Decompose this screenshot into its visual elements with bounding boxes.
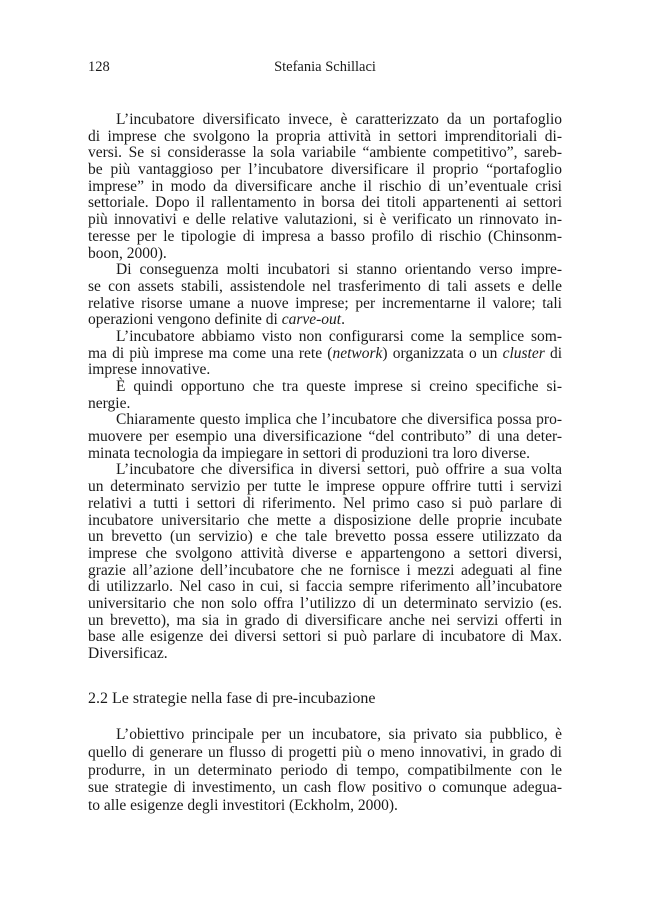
text-run: L’incubatore abbiamo visto non configurarsi come la semplice som- <box>116 327 562 345</box>
body-text-main <box>88 112 562 663</box>
body-text-section <box>88 726 562 815</box>
text-line <box>88 726 562 744</box>
text-run: Diversificaz. <box>88 645 168 662</box>
italic-term: cluster <box>502 344 545 362</box>
text-run: un brevetto (un servizio) e che tale brevetto possa essere utilizzato da <box>88 528 562 546</box>
text-run: operazioni vengono definite di <box>88 311 282 329</box>
text-run: settoriale. Dopo il rallentamento in borsa dei titoli appartenenti ai settori <box>88 194 562 212</box>
text-run: di imprese che svolgono la propria attività in settori imprenditoriali di- <box>88 127 562 145</box>
text-run: L’obiettivo principale per un incubatore, sia privato sia pubblico, è <box>116 726 562 743</box>
text-line <box>88 496 562 513</box>
text-run: È quindi opportuno che tra queste imprese si creino specifiche si- <box>116 378 562 395</box>
text-line <box>88 596 562 613</box>
text-line <box>88 429 562 446</box>
text-line <box>88 246 562 263</box>
text-run: grazie all’azione dell’incubatore che ne fornisce i mezzi adeguati al fine <box>88 561 562 579</box>
text-line <box>88 229 562 246</box>
page-number: 128 <box>88 59 110 75</box>
text-run: incubatore universitario che mette a disposizione delle proprie incubate <box>88 511 562 529</box>
text-line <box>88 546 562 563</box>
italic-term: carve-out <box>281 311 342 329</box>
text-run: versi. Se si considerasse la sola variabile “ambiente competitivo”, sareb- <box>88 144 562 162</box>
text-run: un determinato servizio per tutte le imprese oppure offrire tutti i servizi <box>88 478 562 496</box>
text-line <box>88 195 562 212</box>
text-run: L’incubatore che diversifica in diversi settori, può offrire a sua volta <box>116 461 562 479</box>
text-run: quello di generare un flusso di progetti più o meno innovativi, in grado di <box>88 743 562 761</box>
text-run: imprese” in modo da diversificare anche il rischio di un’eventuale crisi <box>88 177 562 195</box>
text-line <box>88 479 562 496</box>
text-run: imprese che svolgono attività diverse e appartengono a settori diversi, <box>88 544 562 562</box>
text-line <box>88 446 562 463</box>
text-run: teresse per le tipologie di impresa a basso profilo di rischio (Chinsonm- <box>88 227 562 245</box>
text-line <box>88 212 562 229</box>
text-line <box>88 563 562 580</box>
running-head: Stefania Schillaci <box>274 59 376 75</box>
text-line <box>88 112 562 129</box>
text-run: un brevetto), ma sia in grado di diversificare anche nei servizi offerti in <box>88 611 562 629</box>
text-run: più innovativi e delle relative valutazioni, si è verificato un rinnovato in- <box>88 211 562 229</box>
text-run: ) organizzata o un <box>382 344 503 362</box>
text-line <box>88 145 562 162</box>
text-run: L’incubatore diversificato invece, è caratterizzato da un portafoglio <box>116 111 562 128</box>
text-line <box>88 346 562 363</box>
italic-term: network <box>332 344 383 362</box>
text-line <box>88 462 562 479</box>
text-run: . <box>341 311 345 329</box>
text-run: universitario che non solo offra l’utilizzo di un determinato servizio (es. <box>88 594 562 612</box>
text-line <box>88 396 562 413</box>
text-run: di utilizzarlo. Nel caso in cui, si faccia sempre riferimento all’incubatore <box>88 578 562 596</box>
text-line <box>88 129 562 146</box>
text-run: produrre, in un determinato periodo di tempo, compatibilmente con le <box>88 761 562 779</box>
text-line <box>88 412 562 429</box>
text-run: Di conseguenza molti incubatori si stanno orientando verso impre- <box>116 261 562 279</box>
text-run: be più vantaggioso per l’incubatore diversificare il proprio “portafoglio <box>88 161 562 179</box>
text-run: ma di più imprese ma come una rete ( <box>88 344 333 362</box>
text-line <box>88 513 562 530</box>
text-line <box>88 379 562 396</box>
text-line <box>88 797 562 815</box>
text-line <box>88 279 562 296</box>
text-line <box>88 162 562 179</box>
text-line <box>88 362 562 379</box>
text-line <box>88 762 562 780</box>
text-line <box>88 296 562 313</box>
text-line <box>88 613 562 630</box>
text-line <box>88 179 562 196</box>
text-line <box>88 629 562 646</box>
text-run: sue strategie di investimento, un cash flow positivo o comunque adegua- <box>88 779 562 797</box>
text-run: boon, 2000). <box>88 244 167 262</box>
text-run: di <box>544 344 563 362</box>
text-run: se con assets stabili, assistendole nel trasferimento di tali assets e delle <box>88 277 562 295</box>
text-line <box>88 579 562 596</box>
text-run: relativi a tutti i settori di riferimento. Nel primo caso si può parlare di <box>88 494 562 512</box>
text-line <box>88 262 562 279</box>
text-run: relative risorse umane a nuove imprese; per incrementarne il valore; tali <box>88 294 562 312</box>
text-line <box>88 312 562 329</box>
text-run: imprese innovative. <box>88 361 211 379</box>
text-line <box>88 329 562 346</box>
text-run: base alle esigenze dei diversi settori si può parlare di incubatore di Max. <box>88 628 562 646</box>
section-heading: 2.2 Le strategie nella fase di pre-incubazione <box>88 690 376 707</box>
text-line <box>88 744 562 762</box>
text-line <box>88 529 562 546</box>
text-run: nergie. <box>88 394 131 412</box>
text-line <box>88 779 562 797</box>
text-run: minata tecnologia da impiegare in settori di produzioni tra loro diverse. <box>88 444 531 462</box>
text-run: to alle esigenze degli investitori (Eckholm, 2000). <box>88 797 398 815</box>
text-run: muovere per esempio una diversificazione “del contributo” di una deter- <box>88 428 562 446</box>
text-run: Chiaramente questo implica che l’incubatore che diversifica possa pro- <box>116 411 562 429</box>
text-line <box>88 646 562 663</box>
